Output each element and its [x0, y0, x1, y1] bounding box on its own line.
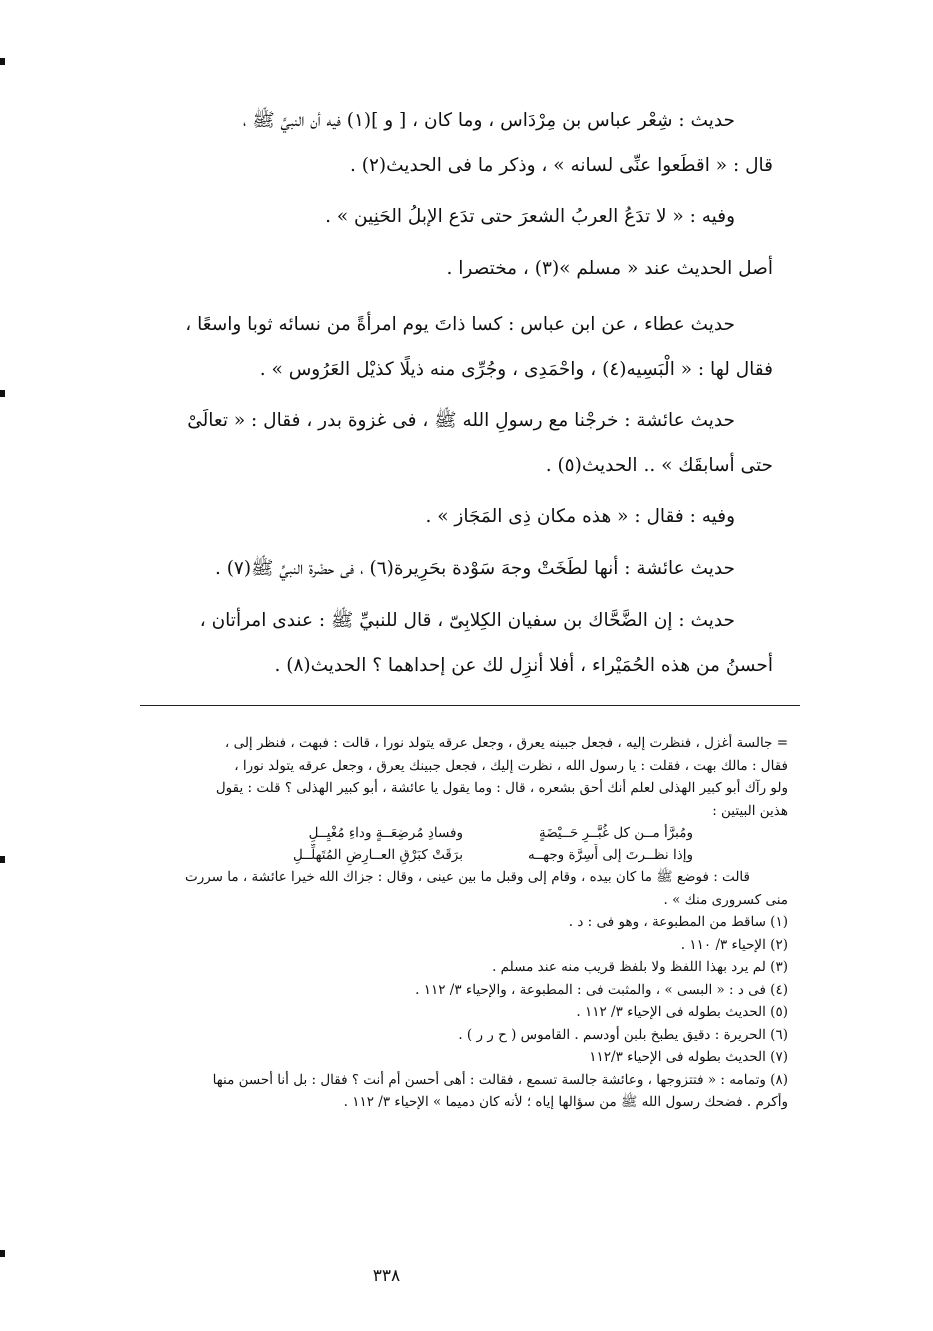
margin-mark [0, 58, 5, 65]
margin-mark [0, 390, 5, 397]
text-line: حديث : إن الضَّحَّاك بن سفيان الكِلابِىّ ، قال للنبيِّ ﷺ : عندى امرأتان ، [199, 610, 735, 631]
text-line: حديث عطاء ، عن ابن عباس : كسا ذاتَ يوم امرأةً من نسائه ثوبا واسعًا ، [185, 314, 735, 335]
poem-verse [72, 844, 788, 866]
footnote: (٢) الإحياء ٣/ ١١٠ . [680, 936, 788, 953]
verse-second-hemistich: برَقَتْ كبَرْقِ العــارِضِ المُتَهلِّــلِ [292, 847, 463, 863]
text-line: وفيه : فقال : « هذه مكان ذِى المَجَاز » . [425, 506, 735, 527]
text-line: قال : « اقطَعوا عنِّى لسانه » ، وذكر ما فى الحديث(٢) . [350, 155, 773, 176]
footnotes [72, 732, 788, 1114]
footnote-continuation-line: فقال : مالك بهت ، فقلت : يا رسول الله ، نظرت إليك ، فجعل جبينك يعرق ، وجعل عرقه يتولد نورا ، [234, 757, 788, 774]
footnote-continuation-line: = جالسة أغزل ، فنظرت إليه ، فجعل جبينه يعرق ، وجعل عرقه يتولد نورا ، قالت : فبهت ، فنظر إلى ، [224, 735, 788, 751]
footnote: (٨) وتمامه : « فتتزوجها ، وعائشة جالسة تسمع ، فقالت : أهى أحسن أم أنت ؟ فقال : بل أنا أحسن منها [212, 1071, 788, 1088]
footnote-continuation-line: قالت : فوضع ﷺ ما كان بيده ، وقام إلى وقبل ما بين عينى ، وقال : جزاك الله خيرا عائشة ، ما سررت [184, 869, 750, 885]
text-line: حديث : شِعْر عباس بن مِرْدَاس ، وما كان ، [ و ](١) فيه أن النبيَّ ﷺ ، [242, 110, 735, 131]
page-number: ٣٣٨ [372, 1266, 401, 1286]
text-line: فقال لها : « الْبَسِيه(٤) ، واحْمَدِى ، وجُرِّى منه ذيلًا كذيْل العَرُوس » . [259, 359, 773, 380]
footnote-continuation-line: منى كسرورى منك » . [663, 891, 788, 908]
footnote: (٧) الحديث بطوله فى الإحياء ١١٢/٣ [589, 1049, 788, 1065]
margin-mark [0, 856, 5, 863]
footnote: (٦) الحريرة : دقيق يطبخ بلبن أودسم . القاموس ( ح ر ر ) . [458, 1026, 788, 1043]
footnote-separator [140, 705, 800, 706]
text-line: حتى أسابقَك » .. الحديث(٥) . [545, 455, 773, 476]
margin-mark [0, 1250, 5, 1257]
verse-second-hemistich: وفسادِ مُرضِعَــةٍ وداءِ مُغْيِــلِ [308, 825, 463, 841]
text-line: وفيه : « لا تدَعُ العربُ الشعرَ حتى تدَع الإبلُ الحَنِين » . [325, 206, 735, 227]
footnote: وأكرم . فضحك رسول الله ﷺ من سؤالها إياه ؛ لأنه كان دميما » الإحياء ٣/ ١١٢ . [343, 1094, 788, 1110]
text-line: أحسنُ من هذه الحُمَيْراء ، أفلا أنزِل لك عن إحداهما ؟ الحديث(٨) . [274, 655, 773, 676]
text-line: حديث عائشة : خرجْنا مع رسولِ الله ﷺ ، فى غزوة بدر ، فقال : « تعالَىْ [187, 410, 735, 431]
footnote: (٣) لم يرد بهذا اللفظ ولا بلفظ قريب منه عند مسلم . [492, 959, 788, 975]
footnote-continuation-line: هذين البيتين : [712, 802, 788, 819]
footnote: (١) ساقط من المطبوعة ، وهو فى : د . [568, 914, 788, 930]
footnote: (٥) الحديث بطوله فى الإحياء ٣/ ١١٢ . [576, 1004, 788, 1020]
footnote: (٤) فى د : « البسى » ، والمثبت فى : المطبوعة ، والإحياء ٣/ ١١٢ . [415, 981, 788, 998]
verse-first-hemistich: ومُبرَّأ مــن كل غُبَّــرِ حَــيْضَةٍ [538, 825, 693, 841]
footnote-continuation-line: ولو رآك أبو كبير الهذلى لعلم أنك أحق بشعره ، قال : وما يقول يا عائشة ، أبو كبير الهذلى ؟ قلت : يقول [215, 780, 788, 796]
text-line: أصل الحديث عند « مسلم »(٣) ، مختصرا . [446, 258, 773, 279]
verse-first-hemistich: وإذا نظــرتَ إلى أَسِرَّة وجهــه [527, 847, 693, 863]
poem-verse [72, 822, 788, 844]
main-text [72, 98, 773, 688]
text-line: حديث عائشة : أنها لطَخَتْ وجهَ سَوْدة بحَرِيرة(٦) ، فى حضْرة النبيِّ ﷺ(٧) . [214, 558, 735, 579]
